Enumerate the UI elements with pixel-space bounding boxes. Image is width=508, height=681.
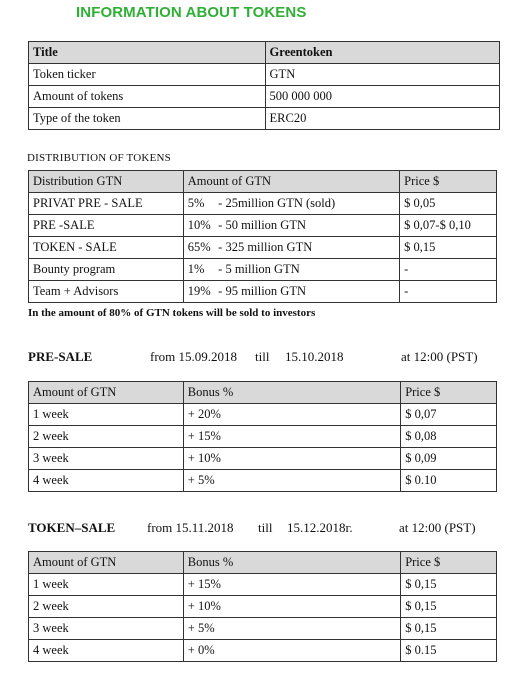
distribution-amount: - 325 million GTN bbox=[214, 237, 400, 259]
table-row bbox=[29, 574, 497, 596]
week-cell: 2 week bbox=[29, 596, 184, 618]
distribution-price: $ 0,05 bbox=[400, 193, 497, 215]
token-info-table bbox=[28, 41, 500, 130]
week-cell: 3 week bbox=[29, 618, 184, 640]
table-row bbox=[29, 470, 497, 492]
distribution-percent: 1% bbox=[183, 259, 214, 281]
distribution-name: Bounty program bbox=[29, 259, 184, 281]
distribution-price: $ 0,07-$ 0,10 bbox=[400, 215, 497, 237]
bonus-cell: + 10% bbox=[183, 448, 400, 470]
table-row bbox=[29, 281, 497, 303]
table-row bbox=[29, 42, 500, 64]
tokensale-time: at 12:00 (PST) bbox=[399, 520, 476, 535]
info-label: Token ticker bbox=[29, 64, 266, 86]
distribution-percent: 10% bbox=[183, 215, 214, 237]
price-cell: $ 0,09 bbox=[401, 448, 497, 470]
distribution-price: - bbox=[400, 281, 497, 303]
table-row bbox=[29, 404, 497, 426]
bonus-cell: + 20% bbox=[183, 404, 400, 426]
info-value: GTN bbox=[265, 64, 499, 86]
distribution-name: TOKEN - SALE bbox=[29, 237, 184, 259]
table-row bbox=[29, 86, 500, 108]
price-cell: $ 0,07 bbox=[401, 404, 497, 426]
week-cell: 1 week bbox=[29, 404, 184, 426]
price-cell: $ 0,15 bbox=[401, 574, 497, 596]
table-row bbox=[29, 618, 497, 640]
column-header: Amount of GTN bbox=[183, 171, 399, 193]
distribution-amount: - 25million GTN (sold) bbox=[214, 193, 400, 215]
table-row bbox=[29, 259, 497, 281]
price-cell: $ 0.15 bbox=[401, 640, 497, 662]
info-label: Title bbox=[29, 42, 266, 64]
tokensale-till-label: till bbox=[258, 520, 273, 535]
week-cell: 2 week bbox=[29, 426, 184, 448]
presale-till-label: till bbox=[255, 349, 270, 364]
distribution-percent: 5% bbox=[183, 193, 214, 215]
presale-time: at 12:00 (PST) bbox=[401, 349, 478, 364]
tokensale-from: from 15.11.2018 bbox=[147, 520, 234, 535]
week-cell: 1 week bbox=[29, 574, 184, 596]
tokensale-till-date: 15.12.2018г. bbox=[287, 520, 353, 535]
table-row bbox=[29, 108, 500, 130]
table-row bbox=[29, 237, 497, 259]
distribution-percent: 19% bbox=[183, 281, 214, 303]
presale-table bbox=[28, 381, 497, 492]
distribution-name: PRIVAT PRE - SALE bbox=[29, 193, 184, 215]
column-header: Amount of GTN bbox=[29, 382, 184, 404]
column-header: Amount of GTN bbox=[29, 552, 184, 574]
distribution-table bbox=[28, 170, 497, 303]
price-cell: $ 0.10 bbox=[401, 470, 497, 492]
column-header: Bonus % bbox=[183, 552, 400, 574]
distribution-note: In the amount of 80% of GTN tokens will be sold to investors bbox=[28, 307, 316, 319]
distribution-name: PRE -SALE bbox=[29, 215, 184, 237]
column-header: Price $ bbox=[401, 552, 497, 574]
page-heading: INFORMATION ABOUT TOKENS bbox=[76, 4, 307, 21]
distribution-amount: - 5 million GTN bbox=[214, 259, 400, 281]
column-header: Price $ bbox=[401, 382, 497, 404]
week-cell: 3 week bbox=[29, 448, 184, 470]
column-header: Price $ bbox=[400, 171, 497, 193]
tokensale-title: TOKEN–SALE bbox=[28, 520, 116, 535]
info-value: ERC20 bbox=[265, 108, 499, 130]
table-row bbox=[29, 426, 497, 448]
table-row bbox=[29, 193, 497, 215]
distribution-amount: - 95 million GTN bbox=[214, 281, 400, 303]
table-row bbox=[29, 640, 497, 662]
week-cell: 4 week bbox=[29, 640, 184, 662]
info-label: Amount of tokens bbox=[29, 86, 266, 108]
distribution-price: - bbox=[400, 259, 497, 281]
price-cell: $ 0,15 bbox=[401, 596, 497, 618]
distribution-percent: 65% bbox=[183, 237, 214, 259]
table-row bbox=[29, 448, 497, 470]
presale-title: PRE-SALE bbox=[28, 349, 93, 364]
info-value: 500 000 000 bbox=[265, 86, 499, 108]
info-value: Greentoken bbox=[265, 42, 499, 64]
bonus-cell: + 15% bbox=[183, 574, 400, 596]
presale-from: from 15.09.2018 bbox=[150, 349, 238, 364]
table-row bbox=[29, 382, 497, 404]
column-header: Bonus % bbox=[183, 382, 400, 404]
bonus-cell: + 0% bbox=[183, 640, 400, 662]
tokensale-table bbox=[28, 551, 497, 662]
bonus-cell: + 5% bbox=[183, 470, 400, 492]
table-row bbox=[29, 552, 497, 574]
week-cell: 4 week bbox=[29, 470, 184, 492]
bonus-cell: + 10% bbox=[183, 596, 400, 618]
bonus-cell: + 15% bbox=[183, 426, 400, 448]
presale-till-date: 15.10.2018 bbox=[285, 349, 344, 364]
info-label: Type of the token bbox=[29, 108, 266, 130]
table-row bbox=[29, 64, 500, 86]
table-row bbox=[29, 215, 497, 237]
price-cell: $ 0,15 bbox=[401, 618, 497, 640]
distribution-name: Team + Advisors bbox=[29, 281, 184, 303]
distribution-price: $ 0,15 bbox=[400, 237, 497, 259]
price-cell: $ 0,08 bbox=[401, 426, 497, 448]
distribution-caption: DISTRIBUTION OF TOKENS bbox=[27, 152, 171, 164]
table-row bbox=[29, 171, 497, 193]
distribution-amount: - 50 million GTN bbox=[214, 215, 400, 237]
table-row bbox=[29, 596, 497, 618]
column-header: Distribution GTN bbox=[29, 171, 184, 193]
bonus-cell: + 5% bbox=[183, 618, 400, 640]
